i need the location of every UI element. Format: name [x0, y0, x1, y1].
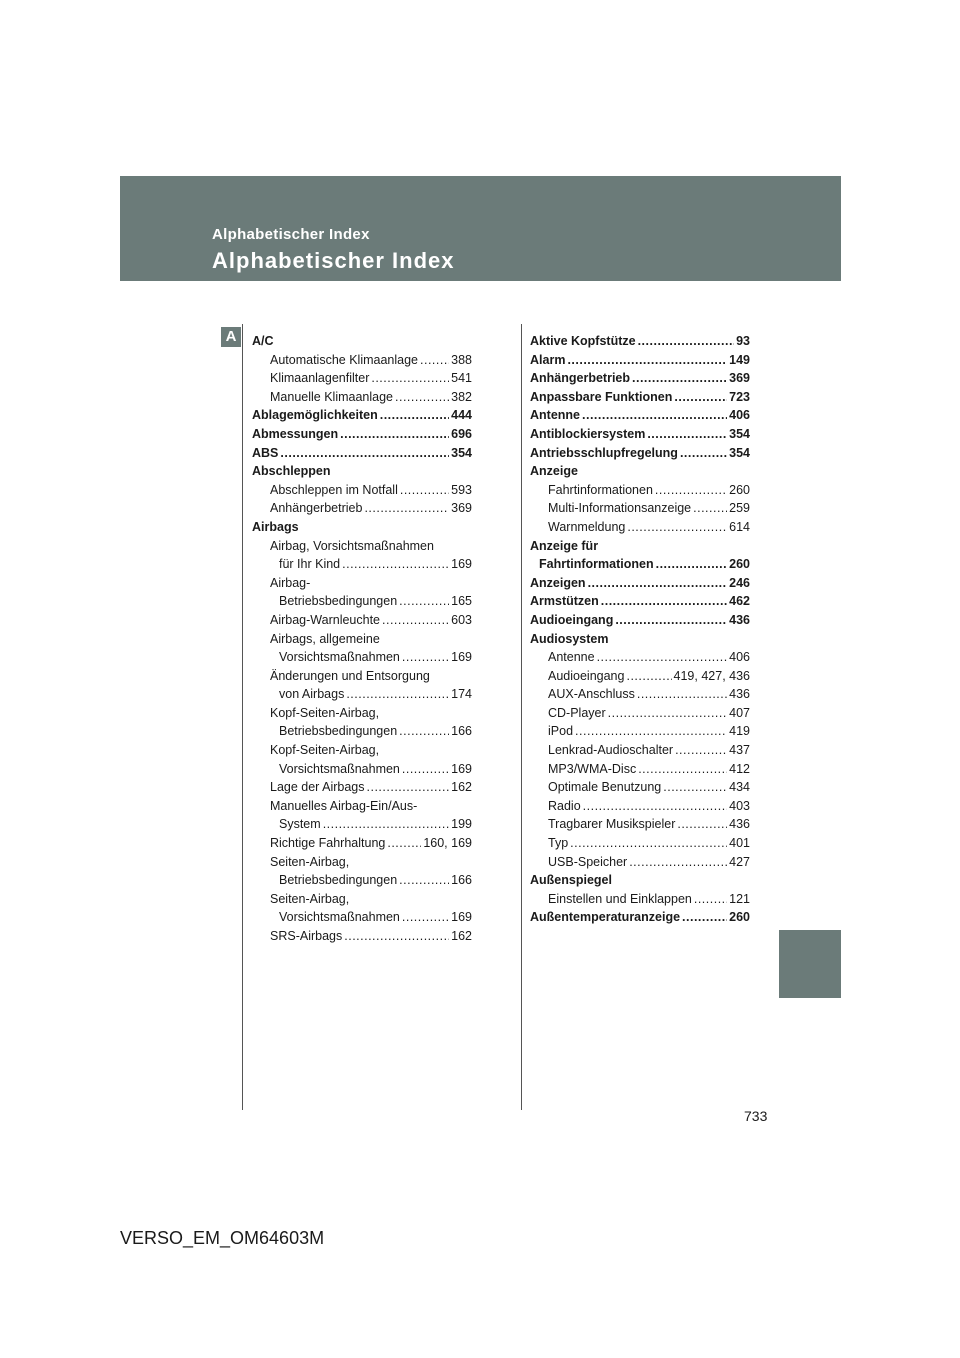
- index-entry: Antiblockiersystem ..... 354: [530, 425, 750, 444]
- index-entry: Anpassbare Funktionen ..... 723: [530, 388, 750, 407]
- index-entry: von Airbags ..... 174: [252, 685, 472, 704]
- index-entry: Betriebsbedingungen ..... 165: [252, 592, 472, 611]
- index-column-2: [530, 332, 750, 927]
- index-entry: Fahrtinformationen ..... 260: [530, 555, 750, 574]
- index-entry: Lenkrad-Audioschalter ..... 437: [530, 741, 750, 760]
- index-entry: Alarm ..... 149: [530, 351, 750, 370]
- index-entry: iPod ..... 419: [530, 722, 750, 741]
- column-divider-left: [242, 324, 243, 1110]
- index-heading: Anzeige: [530, 464, 578, 479]
- index-entry: Warnmeldung ..... 614: [530, 518, 750, 537]
- index-entry: Audioeingang ..... 419, 427, 436: [530, 667, 750, 686]
- index-subheading: Seiten-Airbag,: [270, 854, 350, 869]
- index-entry: System ..... 199: [252, 815, 472, 834]
- index-entry: Abmessungen ..... 696: [252, 425, 472, 444]
- index-entry: Audioeingang ..... 436: [530, 611, 750, 630]
- index-subheading: Manuelles Airbag-Ein/Aus-: [270, 798, 418, 813]
- index-entry: Manuelle Klimaanlage ..... 382: [252, 388, 472, 407]
- index-entry: Optimale Benutzung ..... 434: [530, 778, 750, 797]
- header-title: Alphabetischer Index: [212, 248, 455, 273]
- index-entry: USB-Speicher ..... 427: [530, 853, 750, 872]
- index-entry: AUX-Anschluss ..... 436: [530, 685, 750, 704]
- index-entry: Abschleppen im Notfall ..... 593: [252, 481, 472, 500]
- index-entry: Betriebsbedingungen ..... 166: [252, 722, 472, 741]
- index-entry: Aktive Kopfstütze ..... 93: [530, 332, 750, 351]
- page-number: 733: [744, 1108, 768, 1124]
- index-subheading: Kopf-Seiten-Airbag,: [270, 705, 380, 720]
- index-subheading: Seiten-Airbag,: [270, 891, 350, 906]
- index-entry: Fahrtinformationen ..... 260: [530, 481, 750, 500]
- index-heading: Airbags: [252, 519, 299, 534]
- thumb-tab: [779, 930, 841, 998]
- index-heading: Abschleppen: [252, 464, 331, 479]
- index-entry: für Ihr Kind ..... 169: [252, 555, 472, 574]
- index-entry: Multi-Informationsanzeige ..... 259: [530, 499, 750, 518]
- section-header-band: [120, 176, 841, 281]
- index-entry: Armstützen ..... 462: [530, 592, 750, 611]
- index-entry: Anhängerbetrieb ..... 369: [252, 499, 472, 518]
- index-entry: Ablagemöglichkeiten ..... 444: [252, 406, 472, 425]
- index-subheading: Airbag, Vorsichtsmaßnahmen: [270, 538, 434, 553]
- index-subheading: Airbags, allgemeine: [270, 631, 380, 646]
- index-entry: Einstellen und Einklappen ..... 121: [530, 890, 750, 909]
- index-entry: Anhängerbetrieb ..... 369: [530, 369, 750, 388]
- index-heading: Außenspiegel: [530, 873, 612, 888]
- index-entry: Lage der Airbags ..... 162: [252, 778, 472, 797]
- index-entry: Vorsichtsmaßnahmen ..... 169: [252, 760, 472, 779]
- index-entry: CD-Player ..... 407: [530, 704, 750, 723]
- index-entry: Betriebsbedingungen ..... 166: [252, 871, 472, 890]
- index-entry: ABS ..... 354: [252, 444, 472, 463]
- index-entry: MP3/WMA-Disc ..... 412: [530, 760, 750, 779]
- index-column-1: [252, 332, 472, 946]
- index-subheading: Airbag-: [270, 575, 311, 590]
- header-subtitle: Alphabetischer Index: [212, 226, 370, 243]
- index-entry: Vorsichtsmaßnahmen ..... 169: [252, 908, 472, 927]
- index-entry: SRS-Airbags ..... 162: [252, 927, 472, 946]
- index-subheading: Änderungen und Entsorgung: [270, 668, 430, 683]
- index-entry: Richtige Fahrhaltung ..... 160, 169: [252, 834, 472, 853]
- index-entry: Typ ..... 401: [530, 834, 750, 853]
- index-entry: Antriebsschlupfregelung ..... 354: [530, 444, 750, 463]
- index-entry: Außentemperaturanzeige ..... 260: [530, 908, 750, 927]
- index-entry: Airbag-Warnleuchte ..... 603: [252, 611, 472, 630]
- index-entry: Klimaanlagenfilter ..... 541: [252, 369, 472, 388]
- index-entry: Anzeigen ..... 246: [530, 574, 750, 593]
- column-divider-middle: [521, 324, 522, 1110]
- index-entry: Tragbarer Musikspieler ..... 436: [530, 815, 750, 834]
- index-heading: Anzeige für: [530, 538, 599, 553]
- index-heading: A/C: [252, 334, 274, 348]
- index-entry: Radio ..... 403: [530, 797, 750, 816]
- document-id: VERSO_EM_OM64603M: [120, 1228, 325, 1248]
- index-entry: Automatische Klimaanlage ..... 388: [252, 351, 472, 370]
- index-entry: Antenne ..... 406: [530, 406, 750, 425]
- index-heading: Audiosystem: [530, 631, 609, 646]
- index-entry: Antenne ..... 406: [530, 648, 750, 667]
- index-subheading: Kopf-Seiten-Airbag,: [270, 743, 380, 758]
- index-entry: Vorsichtsmaßnahmen ..... 169: [252, 648, 472, 667]
- section-letter-badge: A: [221, 327, 241, 347]
